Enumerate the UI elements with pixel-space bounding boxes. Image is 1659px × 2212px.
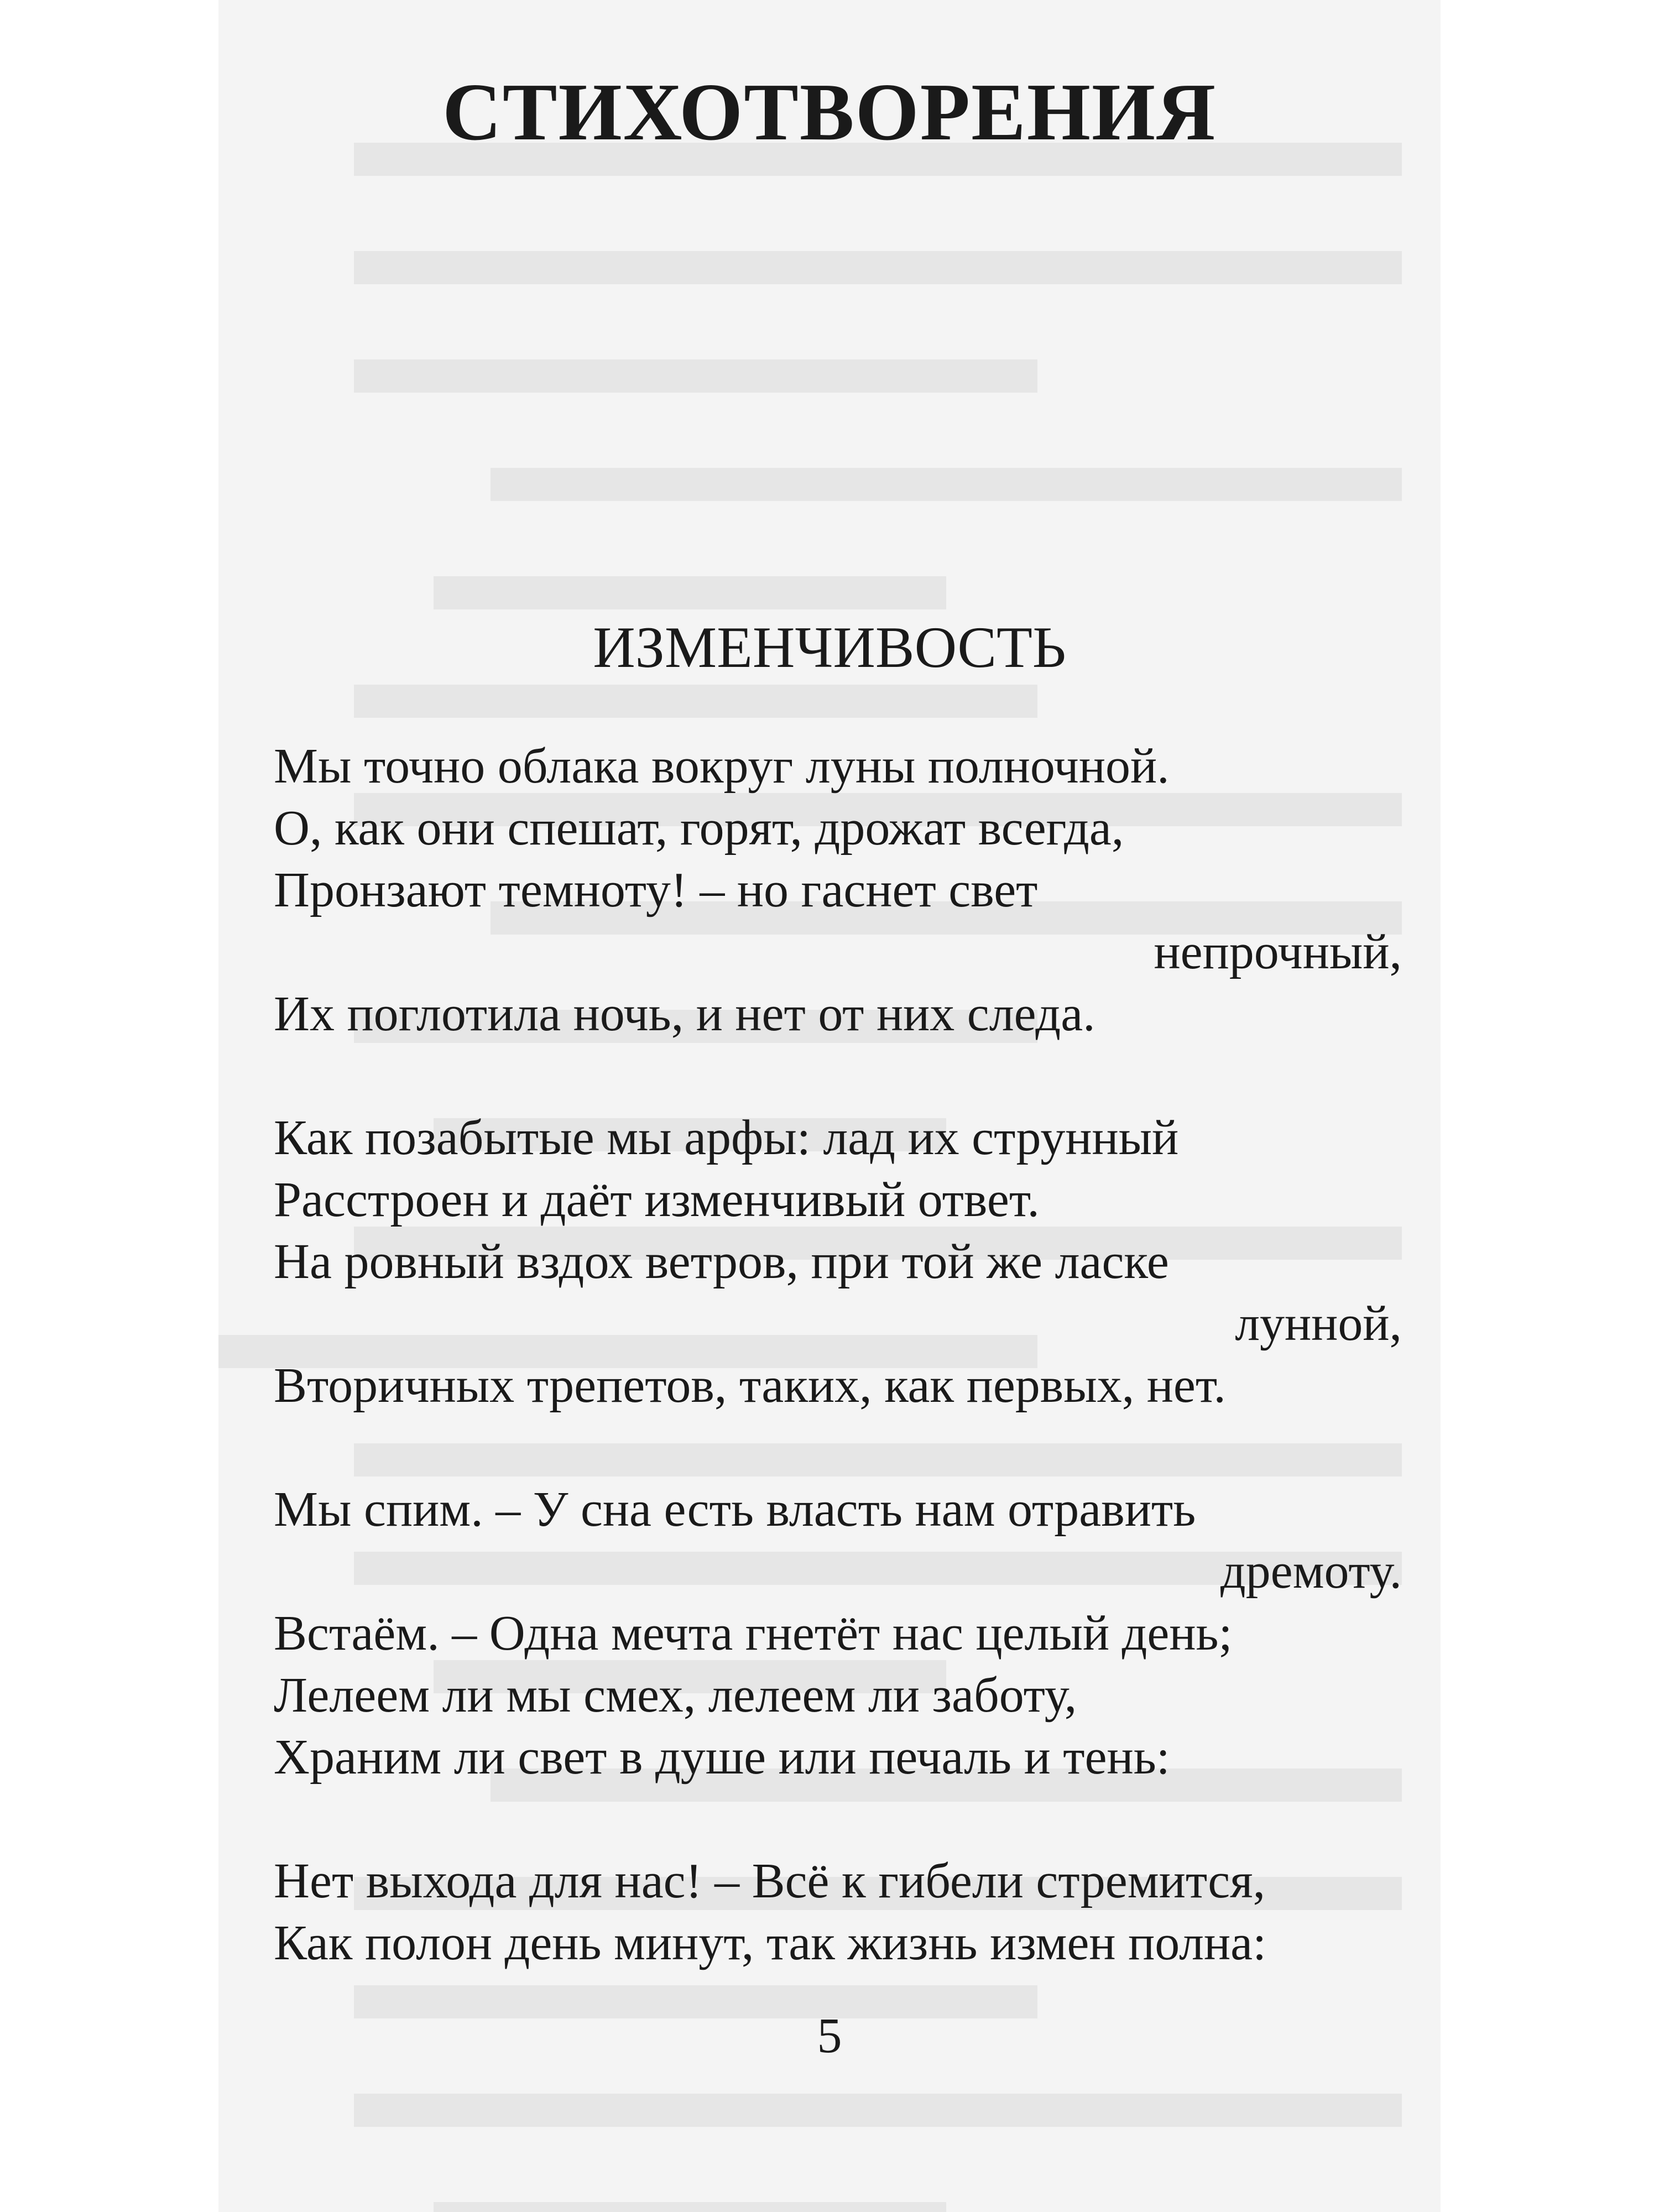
poem-body (274, 735, 1413, 2036)
stanza-1 (274, 735, 1413, 1045)
book-page (218, 0, 1441, 2212)
stanza-4 (274, 1850, 1413, 1974)
poem-line: Лелеем ли мы смех, лелеем ли заботу, (274, 1668, 1077, 1723)
poem-line: Храним ли свет в душе или печаль и тень: (274, 1730, 1170, 1785)
poem-line: Расстроен и даёт изменчивый ответ. (274, 1172, 1040, 1227)
poem-line: Как полон день минут, так жизнь измен полна: (274, 1916, 1267, 1970)
poem-line: Нет выхода для нас! – Всё к гибели стремится, (274, 1854, 1266, 1908)
poem-line-continuation: непрочный, (1154, 925, 1402, 979)
poem-line: На ровный вздох ветров, при той же ласке (274, 1234, 1169, 1289)
poem-line: Как позабытые мы арфы: лад их струнный (274, 1110, 1179, 1165)
poem-line-continuation: лунной, (1235, 1296, 1402, 1351)
stanza-3 (274, 1479, 1413, 1788)
section-heading: СТИХОТВОРЕНИЯ (442, 67, 1217, 158)
poem-line: Мы спим. – У сна есть власть нам отравить (274, 1482, 1196, 1537)
poem-line: Пронзают темноту! – но гаснет свет (274, 863, 1038, 917)
page-number: 5 (817, 2008, 842, 2063)
poem-line: Встаём. – Одна мечта гнетёт нас целый день; (274, 1606, 1233, 1661)
poem-line: Их поглотила ночь, и нет от них следа. (274, 987, 1095, 1041)
poem-line-continuation: дремоту. (1220, 1544, 1402, 1599)
poem-title: ИЗМЕНЧИВОСТЬ (593, 615, 1066, 680)
poem-line: Вторичных трепетов, таких, как первых, нет. (274, 1358, 1226, 1413)
stanza-2 (274, 1107, 1413, 1417)
poem-line: Мы точно облака вокруг луны полночной. (274, 739, 1170, 794)
poem-line: О, как они спешат, горят, дрожат всегда, (274, 801, 1124, 855)
